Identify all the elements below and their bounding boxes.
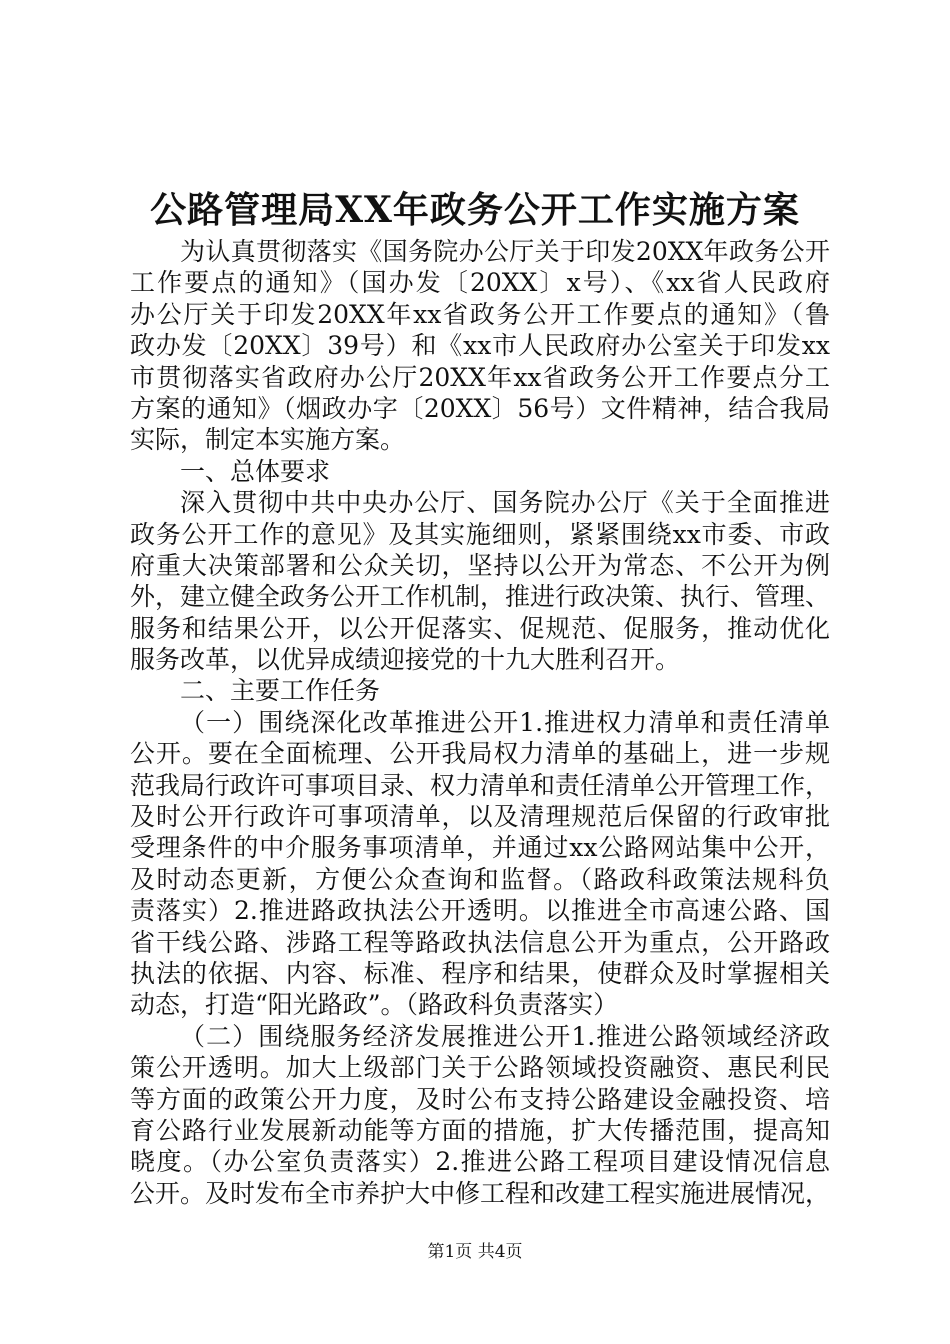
- document-title: 公路管理局XX年政务公开工作实施方案: [150, 189, 800, 231]
- body-line: 外，建立健全政务公开工作机制，推进行政决策、执行、管理、: [130, 582, 831, 612]
- body-line: 办公厅关于印发20XX年xx省政务公开工作要点的通知》（鲁: [130, 299, 830, 329]
- body-line: （一）围绕深化改革推进公开1.推进权力清单和责任清单: [180, 707, 830, 737]
- body-line: 深入贯彻中共中央办公厅、国务院办公厅《关于全面推进: [180, 488, 830, 518]
- section-heading: 二、主要工作任务: [180, 676, 381, 706]
- body-line: 服务和结果公开，以公开促落实、促规范、促服务，推动优化: [130, 613, 830, 643]
- body-line: 政办发〔20XX〕39号）和《xx市人民政府办公室关于印发xx: [130, 331, 830, 361]
- body-line: 方案的通知》（烟政办字〔20XX〕56号）文件精神，结合我局: [130, 393, 830, 423]
- page-number: 第1页 共4页: [427, 1242, 523, 1262]
- body-line: 公开。及时发布全市养护大中修工程和改建工程实施进展情况，: [130, 1178, 831, 1208]
- body-line: 市贯彻落实省政府办公厅20XX年xx省政务公开工作要点分工: [130, 362, 830, 392]
- body-line: 政务公开工作的意见》及其实施细则，紧紧围绕xx市委、市政: [130, 519, 830, 549]
- body-line: 执法的依据、内容、标准、程序和结果，使群众及时掌握相关: [130, 958, 830, 988]
- body-line: 晓度。（办公室负责落实）2.推进公路工程项目建设情况信息: [130, 1147, 830, 1177]
- document-body: [130, 236, 830, 1209]
- body-line: 为认真贯彻落实《国务院办公厅关于印发20XX年政务公开: [180, 237, 830, 266]
- body-line: 责落实）2.推进路政执法公开透明。以推进全市高速公路、国: [130, 896, 830, 926]
- body-line: 等方面的政策公开力度，及时公布支持公路建设金融投资、培: [130, 1084, 830, 1114]
- body-line: 动态，打造“阳光路政”。（路政科负责落实）: [130, 990, 619, 1020]
- section-heading: 一、总体要求: [180, 456, 331, 486]
- body-line: 范我局行政许可事项目录、权力清单和责任清单公开管理工作，: [130, 770, 831, 800]
- body-line: 实际，制定本实施方案。: [130, 425, 406, 455]
- body-line: 服务改革，以优异成绩迎接党的十九大胜利召开。: [130, 645, 681, 675]
- body-line: 受理条件的中介服务事项清单，并通过xx公路网站集中公开，: [130, 833, 830, 863]
- body-line: 策公开透明。加大上级部门关于公路领域投资融资、惠民利民: [130, 1053, 830, 1083]
- body-line: 及时动态更新，方便公众查询和监督。（路政科政策法规科负: [130, 864, 830, 894]
- body-line: （二）围绕服务经济发展推进公开1.推进公路领域经济政: [180, 1021, 830, 1051]
- body-line: 工作要点的通知》（国办发〔20XX〕x号）、《xx省人民政府: [130, 268, 830, 298]
- body-line: 育公路行业发展新动能等方面的措施，扩大传播范围，提高知: [130, 1115, 830, 1145]
- body-line: 府重大决策部署和公众关切，坚持以公开为常态、不公开为例: [130, 550, 830, 580]
- body-line: 及时公开行政许可事项清单，以及清理规范后保留的行政审批: [130, 802, 830, 832]
- body-line: 公开。要在全面梳理、公开我局权力清单的基础上，进一步规: [130, 739, 830, 769]
- body-line: 省干线公路、涉路工程等路政执法信息公开为重点，公开路政: [130, 927, 830, 957]
